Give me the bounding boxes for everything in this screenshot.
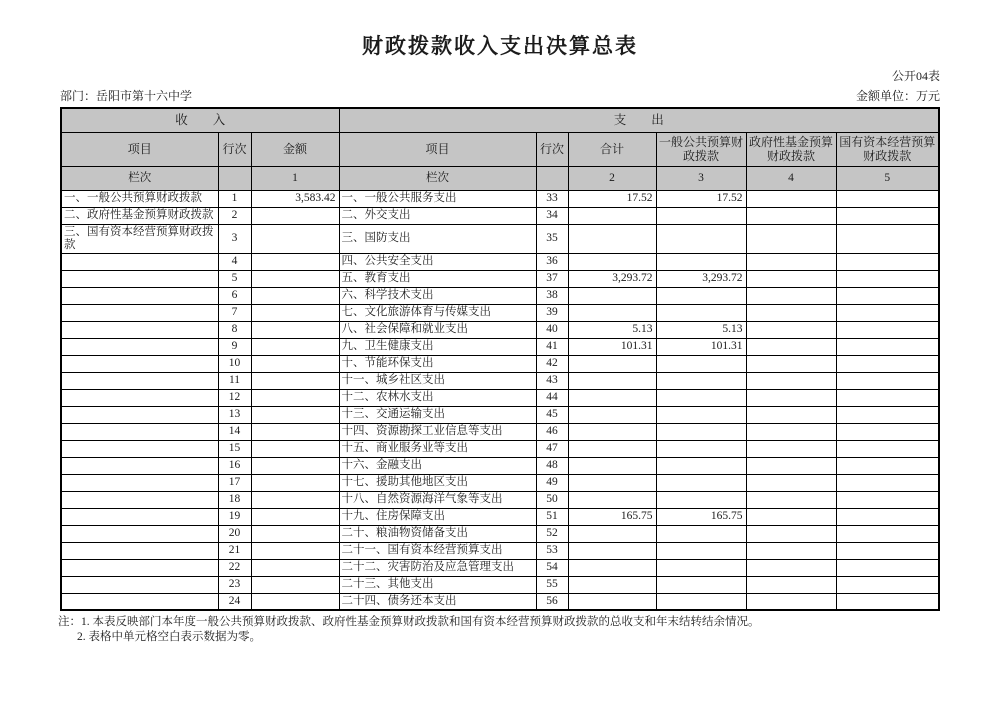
income-item-header: 项目 <box>61 132 218 166</box>
expense-item-header: 项目 <box>339 132 536 166</box>
income-item-cell <box>61 406 218 423</box>
expense-line-cell: 56 <box>536 593 568 610</box>
income-amount-cell <box>251 287 339 304</box>
expense-line-cell: 38 <box>536 287 568 304</box>
income-line-cell: 12 <box>218 389 251 406</box>
table-row <box>61 224 939 253</box>
expense-lanci-label: 栏次 <box>339 166 536 190</box>
expense-item-cell: 十二、农林水支出 <box>339 389 536 406</box>
meta-row <box>60 87 940 104</box>
table-row <box>61 440 939 457</box>
income-line-cell: 13 <box>218 406 251 423</box>
expense-general-cell <box>656 491 746 508</box>
expense-general-cell <box>656 355 746 372</box>
income-item-cell <box>61 321 218 338</box>
expense-statecap-cell <box>836 474 939 491</box>
income-amount-cell <box>251 338 339 355</box>
expense-total-cell: 101.31 <box>568 338 656 355</box>
expense-govfund-cell <box>746 457 836 474</box>
expense-item-cell: 五、教育支出 <box>339 270 536 287</box>
expense-total-cell <box>568 224 656 253</box>
expense-item-cell: 十七、援助其他地区支出 <box>339 474 536 491</box>
income-amount-cell <box>251 423 339 440</box>
income-amount-cell <box>251 593 339 610</box>
expense-statecap-budget-header: 国有资本经营预算财政拨款 <box>836 132 939 166</box>
expense-general-cell <box>656 287 746 304</box>
expense-general-cell <box>656 406 746 423</box>
expense-line-cell: 41 <box>536 338 568 355</box>
expense-govfund-cell <box>746 593 836 610</box>
income-item-cell <box>61 542 218 559</box>
expense-govfund-cell <box>746 423 836 440</box>
expense-general-cell: 165.75 <box>656 508 746 525</box>
expense-line-cell: 50 <box>536 491 568 508</box>
expense-govfund-cell <box>746 576 836 593</box>
income-line-cell: 15 <box>218 440 251 457</box>
expense-general-cell: 17.52 <box>656 190 746 207</box>
expense-total-cell: 3,293.72 <box>568 270 656 287</box>
income-item-cell <box>61 389 218 406</box>
income-item-cell <box>61 474 218 491</box>
expense-govfund-cell <box>746 190 836 207</box>
expense-item-cell: 四、公共安全支出 <box>339 253 536 270</box>
table-row <box>61 406 939 423</box>
table-row <box>61 559 939 576</box>
income-item-cell: 三、国有资本经营预算财政拨款 <box>61 224 218 253</box>
table-row <box>61 474 939 491</box>
expense-line-cell: 52 <box>536 525 568 542</box>
income-item-cell <box>61 491 218 508</box>
expense-line-cell: 48 <box>536 457 568 474</box>
table-row <box>61 304 939 321</box>
expense-total-cell <box>568 389 656 406</box>
expense-total-cell <box>568 491 656 508</box>
income-item-cell <box>61 440 218 457</box>
expense-general-cell <box>656 593 746 610</box>
expense-general-cell <box>656 440 746 457</box>
table-row <box>61 593 939 610</box>
expense-total-header: 合计 <box>568 132 656 166</box>
expense-general-cell <box>656 559 746 576</box>
income-item-cell <box>61 372 218 389</box>
table-row <box>61 542 939 559</box>
expense-line-cell: 53 <box>536 542 568 559</box>
expense-statecap-cell <box>836 406 939 423</box>
income-line-cell: 4 <box>218 253 251 270</box>
expense-statecap-cell <box>836 321 939 338</box>
expense-govfund-cell <box>746 440 836 457</box>
expense-general-cell <box>656 457 746 474</box>
table-row <box>61 207 939 224</box>
income-line-cell: 6 <box>218 287 251 304</box>
department-label: 部门：岳阳市第十六中学 <box>60 89 193 103</box>
expense-item-cell: 二、外交支出 <box>339 207 536 224</box>
income-amount-cell <box>251 224 339 253</box>
expense-line-cell: 34 <box>536 207 568 224</box>
expense-statecap-cell <box>836 270 939 287</box>
income-item-cell <box>61 525 218 542</box>
income-line-cell: 9 <box>218 338 251 355</box>
expense-govfund-cell <box>746 253 836 270</box>
section-header-row <box>61 108 939 132</box>
table-row <box>61 372 939 389</box>
expense-total-cell: 165.75 <box>568 508 656 525</box>
expense-statecap-cell <box>836 372 939 389</box>
income-amount-cell <box>251 491 339 508</box>
expense-govfund-cell <box>746 508 836 525</box>
lanci-row <box>61 166 939 190</box>
income-item-cell: 二、政府性基金预算财政拨款 <box>61 207 218 224</box>
expense-statecap-cell <box>836 304 939 321</box>
table-row <box>61 389 939 406</box>
income-line-cell: 14 <box>218 423 251 440</box>
table-row <box>61 190 939 207</box>
expense-line-cell: 55 <box>536 576 568 593</box>
expense-govfund-cell <box>746 355 836 372</box>
expense-govfund-cell <box>746 406 836 423</box>
income-item-cell <box>61 338 218 355</box>
income-amount-cell <box>251 508 339 525</box>
expense-item-cell: 六、科学技术支出 <box>339 287 536 304</box>
income-line-cell: 21 <box>218 542 251 559</box>
income-amount-cell: 3,583.42 <box>251 190 339 207</box>
expense-line-cell: 51 <box>536 508 568 525</box>
column-header-row <box>61 132 939 166</box>
expense-lanci-col-5: 5 <box>836 166 939 190</box>
table-body <box>61 190 939 610</box>
expense-item-cell: 七、文化旅游体育与传媒支出 <box>339 304 536 321</box>
expense-total-cell <box>568 287 656 304</box>
expense-lanci-line-empty <box>536 166 568 190</box>
expense-govfund-cell <box>746 474 836 491</box>
expense-total-cell <box>568 474 656 491</box>
income-line-cell: 23 <box>218 576 251 593</box>
expense-line-cell: 40 <box>536 321 568 338</box>
expense-total-cell: 17.52 <box>568 190 656 207</box>
table-code-label: 公开04表 <box>891 69 940 83</box>
expense-govfund-cell <box>746 304 836 321</box>
expense-item-cell: 二十、粮油物资储备支出 <box>339 525 536 542</box>
income-line-header: 行次 <box>218 132 251 166</box>
expense-total-cell <box>568 576 656 593</box>
expense-govfund-cell <box>746 338 836 355</box>
expense-total-cell <box>568 423 656 440</box>
income-line-cell: 19 <box>218 508 251 525</box>
income-item-cell <box>61 304 218 321</box>
expense-general-cell: 3,293.72 <box>656 270 746 287</box>
expense-govfund-cell <box>746 224 836 253</box>
income-line-cell: 18 <box>218 491 251 508</box>
expense-total-cell: 5.13 <box>568 321 656 338</box>
expense-line-cell: 45 <box>536 406 568 423</box>
income-lanci-label: 栏次 <box>61 166 218 190</box>
table-row <box>61 287 939 304</box>
income-line-cell: 5 <box>218 270 251 287</box>
expense-lanci-col-4: 4 <box>746 166 836 190</box>
expense-total-cell <box>568 542 656 559</box>
expense-govfund-cell <box>746 287 836 304</box>
income-section-header: 收 入 <box>61 108 339 132</box>
expense-item-cell: 十五、商业服务业等支出 <box>339 440 536 457</box>
expense-statecap-cell <box>836 224 939 253</box>
expense-statecap-cell <box>836 559 939 576</box>
expense-govfund-cell <box>746 321 836 338</box>
expense-line-cell: 33 <box>536 190 568 207</box>
table-row <box>61 270 939 287</box>
income-amount-cell <box>251 355 339 372</box>
expense-item-cell: 一、一般公共服务支出 <box>339 190 536 207</box>
income-amount-cell <box>251 304 339 321</box>
income-amount-cell <box>251 474 339 491</box>
expense-total-cell <box>568 440 656 457</box>
expense-item-cell: 二十一、国有资本经营预算支出 <box>339 542 536 559</box>
expense-item-cell: 九、卫生健康支出 <box>339 338 536 355</box>
expense-lanci-col-2: 2 <box>568 166 656 190</box>
expense-general-cell <box>656 253 746 270</box>
expense-statecap-cell <box>836 593 939 610</box>
expense-govfund-cell <box>746 207 836 224</box>
expense-statecap-cell <box>836 207 939 224</box>
expense-general-cell <box>656 207 746 224</box>
expense-item-cell: 十四、资源勘探工业信息等支出 <box>339 423 536 440</box>
table-row <box>61 525 939 542</box>
fiscal-table <box>60 107 940 611</box>
table-row <box>61 355 939 372</box>
expense-statecap-cell <box>836 253 939 270</box>
expense-line-header: 行次 <box>536 132 568 166</box>
income-item-cell <box>61 559 218 576</box>
expense-lanci-col-3: 3 <box>656 166 746 190</box>
income-amount-cell <box>251 525 339 542</box>
expense-statecap-cell <box>836 389 939 406</box>
income-line-cell: 7 <box>218 304 251 321</box>
expense-statecap-cell <box>836 355 939 372</box>
expense-statecap-cell <box>836 525 939 542</box>
income-line-cell: 11 <box>218 372 251 389</box>
expense-item-cell: 二十四、债务还本支出 <box>339 593 536 610</box>
expense-line-cell: 39 <box>536 304 568 321</box>
expense-total-cell <box>568 355 656 372</box>
expense-statecap-cell <box>836 190 939 207</box>
income-line-cell: 24 <box>218 593 251 610</box>
expense-total-cell <box>568 593 656 610</box>
income-item-cell <box>61 253 218 270</box>
expense-item-cell: 八、社会保障和就业支出 <box>339 321 536 338</box>
expense-statecap-cell <box>836 440 939 457</box>
expense-govfund-budget-header: 政府性基金预算财政拨款 <box>746 132 836 166</box>
expense-statecap-cell <box>836 457 939 474</box>
table-row <box>61 253 939 270</box>
expense-item-cell: 十三、交通运输支出 <box>339 406 536 423</box>
income-line-cell: 17 <box>218 474 251 491</box>
expense-general-cell <box>656 389 746 406</box>
income-amount-cell <box>251 406 339 423</box>
expense-total-cell <box>568 207 656 224</box>
expense-line-cell: 49 <box>536 474 568 491</box>
income-item-cell <box>61 457 218 474</box>
income-item-cell <box>61 576 218 593</box>
expense-line-cell: 37 <box>536 270 568 287</box>
expense-item-cell: 十六、金融支出 <box>339 457 536 474</box>
note-line-2: 2. 表格中单元格空白表示数据为零。 <box>77 631 261 643</box>
expense-statecap-cell <box>836 576 939 593</box>
expense-statecap-cell <box>836 491 939 508</box>
income-lanci-line-empty <box>218 166 251 190</box>
expense-line-cell: 44 <box>536 389 568 406</box>
income-item-cell <box>61 287 218 304</box>
expense-general-budget-header: 一般公共预算财政拨款 <box>656 132 746 166</box>
expense-total-cell <box>568 372 656 389</box>
expense-total-cell <box>568 525 656 542</box>
income-line-cell: 20 <box>218 525 251 542</box>
expense-item-cell: 十九、住房保障支出 <box>339 508 536 525</box>
expense-govfund-cell <box>746 542 836 559</box>
income-amount-header: 金额 <box>251 132 339 166</box>
expense-general-cell <box>656 542 746 559</box>
income-line-cell: 8 <box>218 321 251 338</box>
expense-item-cell: 二十二、灾害防治及应急管理支出 <box>339 559 536 576</box>
footer-notes <box>58 615 942 645</box>
income-line-cell: 22 <box>218 559 251 576</box>
expense-line-cell: 54 <box>536 559 568 576</box>
expense-line-cell: 42 <box>536 355 568 372</box>
expense-line-cell: 43 <box>536 372 568 389</box>
expense-statecap-cell <box>836 338 939 355</box>
income-amount-cell <box>251 559 339 576</box>
income-amount-cell <box>251 321 339 338</box>
expense-item-cell: 十一、城乡社区支出 <box>339 372 536 389</box>
expense-line-cell: 35 <box>536 224 568 253</box>
expense-line-cell: 36 <box>536 253 568 270</box>
expense-general-cell <box>656 525 746 542</box>
expense-item-cell: 十八、自然资源海洋气象等支出 <box>339 491 536 508</box>
expense-total-cell <box>568 304 656 321</box>
expense-item-cell: 三、国防支出 <box>339 224 536 253</box>
expense-section-header: 支 出 <box>339 108 939 132</box>
expense-general-cell <box>656 224 746 253</box>
expense-statecap-cell <box>836 542 939 559</box>
table-row <box>61 457 939 474</box>
income-lanci-col-1: 1 <box>251 166 339 190</box>
income-line-cell: 16 <box>218 457 251 474</box>
income-item-cell: 一、一般公共预算财政拨款 <box>61 190 218 207</box>
income-line-cell: 3 <box>218 224 251 253</box>
expense-total-cell <box>568 457 656 474</box>
expense-general-cell <box>656 576 746 593</box>
expense-govfund-cell <box>746 491 836 508</box>
expense-general-cell <box>656 304 746 321</box>
income-amount-cell <box>251 542 339 559</box>
expense-general-cell: 101.31 <box>656 338 746 355</box>
income-item-cell <box>61 355 218 372</box>
income-amount-cell <box>251 440 339 457</box>
income-line-cell: 1 <box>218 190 251 207</box>
expense-govfund-cell <box>746 270 836 287</box>
expense-general-cell: 5.13 <box>656 321 746 338</box>
expense-statecap-cell <box>836 423 939 440</box>
expense-general-cell <box>656 372 746 389</box>
income-amount-cell <box>251 270 339 287</box>
expense-general-cell <box>656 423 746 440</box>
income-amount-cell <box>251 253 339 270</box>
expense-govfund-cell <box>746 525 836 542</box>
income-item-cell <box>61 508 218 525</box>
table-row <box>61 338 939 355</box>
income-amount-cell <box>251 576 339 593</box>
expense-govfund-cell <box>746 389 836 406</box>
expense-item-cell: 二十三、其他支出 <box>339 576 536 593</box>
expense-govfund-cell <box>746 559 836 576</box>
income-line-cell: 2 <box>218 207 251 224</box>
income-amount-cell <box>251 207 339 224</box>
income-item-cell <box>61 270 218 287</box>
expense-total-cell <box>568 406 656 423</box>
unit-label: 金额单位：万元 <box>855 89 940 103</box>
expense-govfund-cell <box>746 372 836 389</box>
expense-total-cell <box>568 253 656 270</box>
expense-line-cell: 47 <box>536 440 568 457</box>
page-title: 财政拨款收入支出决算总表 <box>362 34 638 58</box>
table-row <box>61 423 939 440</box>
table-row <box>61 576 939 593</box>
expense-statecap-cell <box>836 508 939 525</box>
note-line-1: 注：1. 本表反映部门本年度一般公共预算财政拨款、政府性基金预算财政拨款和国有资本经营预算财政拨款的总收支和年末结转结余情况。 <box>58 616 760 628</box>
income-amount-cell <box>251 372 339 389</box>
expense-line-cell: 46 <box>536 423 568 440</box>
expense-statecap-cell <box>836 287 939 304</box>
table-row <box>61 491 939 508</box>
table-row <box>61 321 939 338</box>
table-row <box>61 508 939 525</box>
expense-general-cell <box>656 474 746 491</box>
income-amount-cell <box>251 457 339 474</box>
expense-total-cell <box>568 559 656 576</box>
income-line-cell: 10 <box>218 355 251 372</box>
income-amount-cell <box>251 389 339 406</box>
income-item-cell <box>61 423 218 440</box>
income-item-cell <box>61 593 218 610</box>
expense-item-cell: 十、节能环保支出 <box>339 355 536 372</box>
